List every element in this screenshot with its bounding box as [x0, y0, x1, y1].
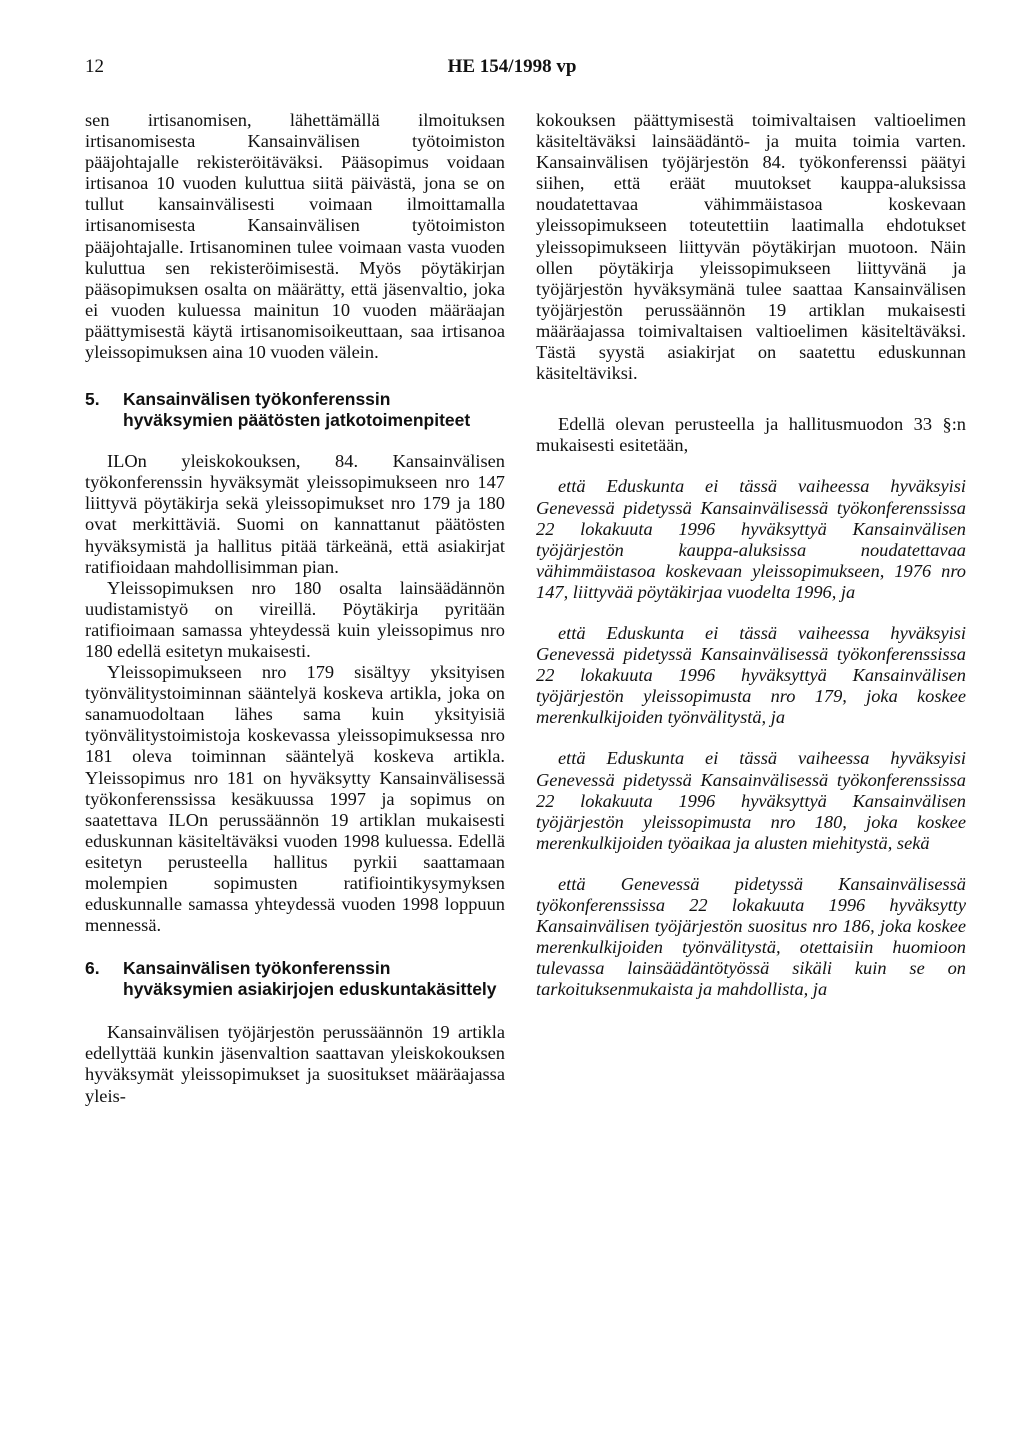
proposal-clause: että Eduskunta ei tässä vaiheessa hyväksyisi Genevessä pidetyssä Kansainvälisessä työkonferenssissa 22 lokakuuta 1996 hyväksyttyä Kansainvälisen työjärjestön yleissopimusta nro 179, joka koskee merenkulkijoiden työnvälitystä, ja — [536, 622, 966, 728]
running-header: HE 154/1998 vp — [447, 56, 577, 77]
right-column — [536, 110, 966, 1000]
section-6-paragraph: Kansainvälisen työjärjestön perussäännön 19 artikla edellyttää kunkin jäsenvaltion saattavan yleiskokouksen hyväksymät yleissopimukset ja suositukset määräajassa yleis- — [85, 1022, 505, 1106]
section-5-heading — [85, 389, 505, 431]
proposal-clause: että Eduskunta ei tässä vaiheessa hyväksyisi Genevessä pidetyssä Kansainvälisessä työkonferenssissa 22 lokakuuta 1996 hyväksyttyä Kansainvälisen työjärjestön kauppa-aluksissa noudatettavaa vähimmäistasoa koskevaan yleissopimukseen, 1976 nro 147, liittyvää pöytäkirjaa vuodelta 1996, ja — [536, 476, 966, 602]
intro-paragraph: sen irtisanomisen, lähettämällä ilmoituksen irtisanomisesta Kansainvälisen työtoimiston pääjohtajalle rekisteröitäväksi. Pääsopimus voidaan irtisanoa 10 vuoden kuluttua siitä päivästä, jona se on tullut kansainvälisesti voimaan ilmoittamalla irtisanomisesta Kansainvälisen työtoimiston pääjohtajalle. Irtisanominen tulee voimaan vasta vuoden kuluttua sen rekisteröimisestä. Myös pöytäkirjan pääsopimuksen osalta on määrätty, että jäsenvaltio, joka ei vuoden kuluessa mainitun 10 vuoden määräajan päättymisestä käytä irtisanomisoikeuttaan, saa irtisanoa yleissopimuksen aina 10 vuoden välein. — [85, 110, 505, 363]
left-column — [85, 110, 505, 1107]
section-5-title: Kansainvälisen työkonferenssin hyväksymien päätösten jatkotoimenpiteet — [123, 389, 471, 431]
section-5-paragraph: ILOn yleiskokouksen, 84. Kansainvälisen työkonferenssin hyväksymät yleissopimukseen nro 147 liittyvä pöytäkirja sekä yleissopimukset nro 179 ja 180 ovat merkittäviä. Suomi on kannattanut päätösten hyväksymistä ja hallitus pitää tärkeänä, että asiakirjat ratifioidaan mahdollisimman pian. — [85, 451, 505, 577]
continuation-paragraph: kokouksen päättymisestä toimivaltaisen valtioelimen käsiteltäväksi lainsäädäntö- ja muita toimia varten. Kansainvälisen työjärjestön 84. työkonferenssi päätyi siihen, että eräät muutokset kauppa-aluksissa noudatettavaa vähimmäistasoa koskevaan yleissopimukseen toteutettiin laatimalla ehdotukset yleissopimukseen liittyvän pöytäkirjan muotoon. Näin ollen pöytäkirja yleissopimukseen liittyvänä ja työjärjestön hyväksymänä tulee saattaa Kansainvälisen työjärjestön perussäännön 19 artiklan mukaisesti määräajassa toimivaltaisen valtioelimen käsiteltäväksi. Tästä syystä asiakirjat on saatettu eduskunnan käsiteltäviksi. — [536, 110, 966, 384]
section-5-number: 5. — [85, 389, 100, 410]
proposal-clause: että Eduskunta ei tässä vaiheessa hyväksyisi Genevessä pidetyssä Kansainvälisessä työkonferenssissa 22 lokakuuta 1996 hyväksyttyä Kansainvälisen työjärjestön yleissopimusta nro 180, joka koskee merenkulkijoiden työaikaa ja alusten miehitystä, sekä — [536, 748, 966, 853]
section-6-number: 6. — [85, 958, 100, 979]
section-5-paragraph: Yleissopimuksen nro 180 osalta lainsäädännön uudistamistyö on vireillä. Pöytäkirja pyritään ratifioimaan samassa yhteydessä kuin yleissopimus nro 180 edellä esitetyn mukaisesti. — [85, 577, 505, 661]
section-6-title: Kansainvälisen työkonferenssin hyväksymien asiakirjojen eduskuntakäsittely — [123, 958, 497, 1000]
section-6-heading — [85, 958, 505, 1000]
proposal-intro: Edellä olevan perusteella ja hallitusmuodon 33 §:n mukaisesti esitetään, — [536, 414, 966, 456]
proposal-clause: että Genevessä pidetyssä Kansainvälisessä työkonferenssissa 22 lokakuuta 1996 hyväksytty Kansainvälisen työjärjestön suositus nro 186, joka koskee merenkulkijoiden työnvälitystä, otettaisiin huomioon tulevassa lainsäädäntötyössä sikäli kuin se on tarkoituksenmukaista ja mahdollista, ja — [536, 873, 966, 1000]
page-number: 12 — [85, 56, 104, 77]
section-5-paragraph: Yleissopimukseen nro 179 sisältyy yksityisen työnvälitystoiminnan sääntelyä koskeva artikla, joka on sanamuodoltaan lähes sama kuin yksityisiä työnvälitystoimistoja koskevassa yleissopimuksessa nro 181 oleva toiminnan sääntelyä koskeva artikla. Yleissopimus nro 181 on hyväksytty Kansainvälisessä työkonferenssissa kesäkuussa 1997 ja sopimus on saatettava ILOn perussäännön 19 artiklan mukaisesti eduskunnan käsiteltäväksi vuoden 1998 kuluessa. Edellä esitetyn perusteella hallitus pyrkii saattamaan molempien sopimusten ratifiointikysymyksen eduskunnalle samassa yhteydessä vuoden 1998 loppuun mennessä. — [85, 662, 505, 936]
